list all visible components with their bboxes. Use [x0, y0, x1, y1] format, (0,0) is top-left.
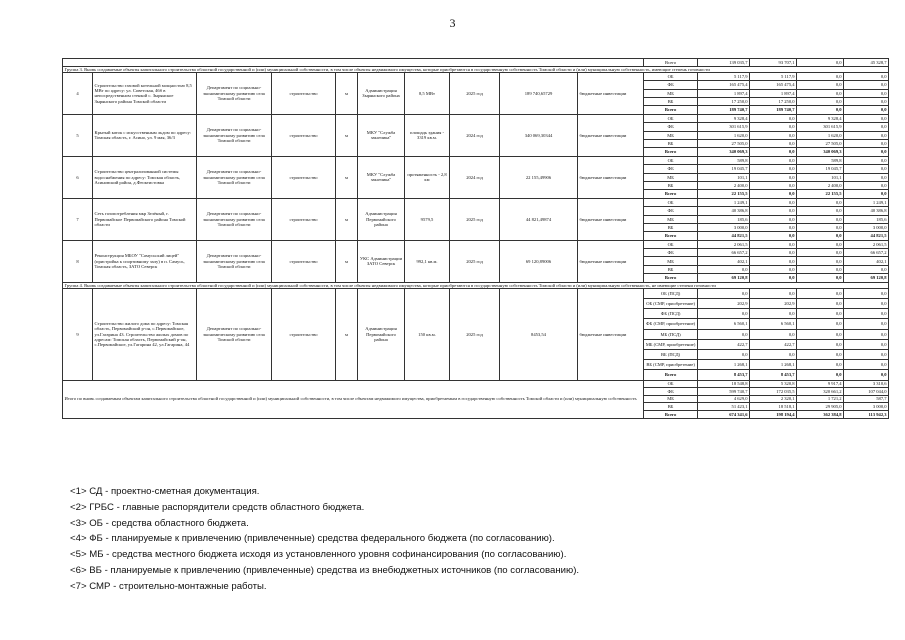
cell-source: ОБ [644, 240, 698, 248]
object-grbs: Департамент по социально-экономическому развитию села Томской области [197, 198, 272, 240]
cell-year-3: 185,6 [844, 215, 889, 223]
object-work-type: строительство [272, 114, 336, 156]
object-number: 7 [63, 198, 93, 240]
cell-year-3: 3 310,6 [844, 380, 889, 388]
object-cost: 189 740,65729 [500, 72, 578, 114]
cell-year-3: 402,1 [844, 257, 889, 265]
table-row [63, 240, 889, 248]
cell-source: МБ (ПСД) [644, 329, 698, 339]
cell-year-2: 19 045,7 [797, 165, 844, 173]
object-note: бюджетные инвестиции [578, 198, 644, 240]
cell-year-1: 0,0 [750, 257, 797, 265]
cell-year-1: 0,0 [750, 148, 797, 156]
object-customer: УКС Администрации ЗАТО Северск [358, 240, 405, 282]
cell-year-2: 320 661,2 [797, 388, 844, 396]
footnote-6: <6> ВБ - планируемые к привлечению (привлеченные) средства из внебюджетных источников (по согласованию). [70, 564, 580, 576]
cell-year-1: 189 740,7 [750, 106, 797, 114]
cell-year-3: 0,0 [844, 360, 889, 370]
cell-year-3: 0,0 [844, 319, 889, 329]
cell-year-1: 17 250,0 [750, 98, 797, 106]
cell-year-1: 0,0 [750, 140, 797, 148]
cell-source: МБ (СМР, приобретение) [644, 339, 698, 349]
cell-source: ФБ [644, 165, 698, 173]
cell-year-3: 69 120,8 [844, 274, 889, 282]
object-customer: Администрация Первомайского района [358, 198, 405, 240]
cell-total: 189 740,7 [698, 106, 750, 114]
cell-year-3: 0,0 [844, 265, 889, 273]
cell-year-1: 1 897,4 [750, 89, 797, 97]
cell-year-1: 0,0 [750, 223, 797, 231]
cell-total: 402,1 [698, 257, 750, 265]
object-unit: м [336, 198, 358, 240]
cell-year-1: 172 035,5 [750, 388, 797, 396]
cell-year-3: 0,0 [844, 72, 889, 80]
cell-year-3: 107 044,0 [844, 388, 889, 396]
cell-source: Всего [644, 232, 698, 240]
object-customer: МКУ "Служба заказчика" [358, 156, 405, 198]
object-number: 9 [63, 288, 93, 380]
object-name: Строительство централизованной системы водоснабжения по адресу: Томская область, Асиновский район, д.Феоктистовка [93, 156, 197, 198]
object-name: Реконструкция МБОУ "Самусьский лицей" (пристройка к спортивному залу) в п. Самусь, Томская область, ЗАТО Северск [93, 240, 197, 282]
cell-year-2: 0,0 [797, 106, 844, 114]
object-note: бюджетные инвестиции [578, 114, 644, 156]
cell-total: 18 548,8 [698, 380, 750, 388]
table-row-grand-total [63, 380, 889, 388]
cell-year-1: 0,0 [750, 329, 797, 339]
cell-year-3: 0,0 [844, 123, 889, 131]
cell-year-2: 22 155,5 [797, 190, 844, 198]
cell-year-2: 301 615,9 [797, 123, 844, 131]
cell-year-1: 93 707,1 [750, 59, 797, 67]
object-capacity: 992,1 кв.м. [405, 240, 450, 282]
cell-source: ОБ [644, 156, 698, 164]
cell-year-1: 0,0 [750, 350, 797, 360]
cell-year-3: 0,0 [844, 165, 889, 173]
cell-year-1: 5 117,9 [750, 72, 797, 80]
object-unit: м [336, 114, 358, 156]
cell-year-2: 0,0 [797, 89, 844, 97]
cell-source: ОБ (СМР, приобретение) [644, 299, 698, 309]
object-unit: м [336, 156, 358, 198]
cell-year-1: 0,0 [750, 156, 797, 164]
cell-year-3: 45 328,7 [844, 59, 889, 67]
cell-year-3: 0,0 [844, 288, 889, 298]
cell-year-1: 0,0 [750, 265, 797, 273]
cell-year-3: 0,0 [844, 173, 889, 181]
object-unit: м [336, 240, 358, 282]
object-customer: МКУ "Служба заказчика" [358, 114, 405, 156]
cell-year-2: 0,0 [797, 81, 844, 89]
cell-year-1: 0,0 [750, 249, 797, 257]
cell-total: 2 400,0 [698, 181, 750, 189]
cell-year-3: 0,0 [844, 370, 889, 380]
cell-year-2: 0,0 [797, 215, 844, 223]
cell-source: ВБ [644, 265, 698, 273]
cell-year-1: 0,0 [750, 240, 797, 248]
cell-total: 139 035,7 [698, 59, 750, 67]
cell-year-1: 165 475,4 [750, 81, 797, 89]
object-note: бюджетные инвестиции [578, 156, 644, 198]
cell-source: ФБ [644, 123, 698, 131]
cell-total: 1 897,4 [698, 89, 750, 97]
cell-total: 19 045,7 [698, 165, 750, 173]
object-number: 6 [63, 156, 93, 198]
cell-year-3: 2 061,5 [844, 240, 889, 248]
cell-year-1: 0,0 [750, 207, 797, 215]
cell-year-1: 0,0 [750, 190, 797, 198]
cell-year-1: 0,0 [750, 309, 797, 319]
cell-total: 3 000,0 [698, 223, 750, 231]
table-row [63, 198, 889, 206]
object-work-type: строительство [272, 156, 336, 198]
cell-source: ВБ (СМР, приобретение) [644, 360, 698, 370]
object-grbs: Департамент по социально-экономическому развитию села Томской области [197, 240, 272, 282]
cell-year-2: 2 400,0 [797, 181, 844, 189]
object-year: 2024 год [450, 156, 500, 198]
cell-source: МБ [644, 395, 698, 403]
cell-year-2: 0,0 [797, 265, 844, 273]
cell-total: 8 453,7 [698, 370, 750, 380]
cell-total: 2 061,5 [698, 240, 750, 248]
cell-year-2: 0,0 [797, 257, 844, 265]
cell-year-3: 0,0 [844, 114, 889, 122]
footnote-4: <4> ФБ - планируемые к привлечению (привлеченные) средства федерального бюджета (по согласованию). [70, 533, 555, 545]
cell-total: 69 120,8 [698, 274, 750, 282]
cell-year-2: 9 917,4 [797, 380, 844, 388]
cell-year-2: 101,1 [797, 173, 844, 181]
cell-total: 22 155,5 [698, 190, 750, 198]
cell-year-1: 0,0 [750, 274, 797, 282]
cell-year-1: 0,0 [750, 114, 797, 122]
cell-source: Всего [644, 148, 698, 156]
cell-source: МБ [644, 257, 698, 265]
cell-total: 4 629,0 [698, 395, 750, 403]
cell-year-2: 0,0 [797, 309, 844, 319]
cell-total: 1 268,1 [698, 360, 750, 370]
group-4-title: Группа 4. Вновь создаваемые объекты капитального строительства областной государственной и (или) муниципальной собственности, в том числе объекты недвижимого имущества, которые приобретаются в государственную собственность Томской области и (или) муниципальную собственность, не имеющие степени готовности [63, 282, 889, 288]
cell-year-1: 2 320,1 [750, 395, 797, 403]
object-cost: 22 155,49906 [500, 156, 578, 198]
cell-year-1: 0,0 [750, 215, 797, 223]
object-year: 2025 год [450, 240, 500, 282]
cell-year-2: 0,0 [797, 232, 844, 240]
grand-total-label: Итого по вновь создаваемым объектам капитального строительства областной государственной и (или) муниципальной собственности, в том числе объектам недвижимого имущества, приобретаемым в государственную собственность Томской области и (или) муниципальную собственность [63, 380, 644, 418]
cell-year-2: 362 384,8 [797, 410, 844, 418]
object-year: 2024 год [450, 114, 500, 156]
cell-year-3: 0,0 [844, 156, 889, 164]
cell-year-2: 9 328,4 [797, 114, 844, 122]
cell-total: 165 475,4 [698, 81, 750, 89]
cell-year-2: 1 620,0 [797, 131, 844, 139]
cell-source: Всего [644, 106, 698, 114]
cell-source: ВБ [644, 181, 698, 189]
cell-year-1: 1 268,1 [750, 360, 797, 370]
cell-year-2: 29 905,0 [797, 403, 844, 411]
cell-total: 599 740,7 [698, 388, 750, 396]
object-capacity: 8,5 МВт [405, 72, 450, 114]
cell-total: 6 560,1 [698, 319, 750, 329]
cell-year-3: 0,0 [844, 339, 889, 349]
cell-total: 27 505,0 [698, 140, 750, 148]
object-year: 2025 год [450, 72, 500, 114]
object-work-type: строительство [272, 198, 336, 240]
object-note: бюджетные инвестиции [578, 288, 644, 380]
cell-total: 1 620,0 [698, 131, 750, 139]
cell-source: МБ [644, 173, 698, 181]
cell-year-2: 0,0 [797, 240, 844, 248]
object-name: Строительство газовой котельной мощностью 8,5 МВт по адресу: ул. Советская, 46б в непосредственном стенкой с. Зырянское Зырянского района Томской области [93, 72, 197, 114]
object-number: 5 [63, 114, 93, 156]
object-customer: Администрация Зырянского района [358, 72, 405, 114]
cell-year-3: 3 000,0 [844, 223, 889, 231]
cell-year-1: 6 560,1 [750, 319, 797, 329]
cell-source: ОБ [644, 380, 698, 388]
object-cost: 44 821,49874 [500, 198, 578, 240]
cell-year-2: 0,0 [797, 98, 844, 106]
cell-total: 422,7 [698, 339, 750, 349]
cell-year-2: 589,8 [797, 156, 844, 164]
cell-year-2: 0,0 [797, 329, 844, 339]
cell-year-1: 0,0 [750, 173, 797, 181]
cell-year-3: 0,0 [844, 81, 889, 89]
object-unit: м [336, 288, 358, 380]
cell-source: ОБ [644, 198, 698, 206]
cell-year-3: 0,0 [844, 181, 889, 189]
cell-year-2: 27 505,0 [797, 140, 844, 148]
object-unit: м [336, 72, 358, 114]
object-year: 2025 год [450, 288, 500, 380]
cell-source: МБ [644, 215, 698, 223]
object-grbs: Департамент по социально-экономическому развитию села Томской области [197, 288, 272, 380]
cell-year-3: 0,0 [844, 329, 889, 339]
cell-source: Всего [644, 190, 698, 198]
cell-total: 66 657,2 [698, 249, 750, 257]
object-work-type: строительство [272, 240, 336, 282]
cell-total: 202,9 [698, 299, 750, 309]
investment-table [62, 58, 889, 419]
cell-year-3: 40 386,8 [844, 207, 889, 215]
cell-total: 40 386,8 [698, 207, 750, 215]
cell-year-1: 0,0 [750, 131, 797, 139]
cell-total: 44 821,5 [698, 232, 750, 240]
cell-year-3: 66 657,2 [844, 249, 889, 257]
cell-year-3: 0,0 [844, 140, 889, 148]
object-name: Сеть газопотребления мкр Зелёный, г. Первомайское Первомайского района Томской области [93, 198, 197, 240]
cell-total: 0,0 [698, 329, 750, 339]
cell-source: ВБ [644, 140, 698, 148]
cell-year-2: 0,0 [797, 198, 844, 206]
cell-year-2: 0,0 [797, 370, 844, 380]
cell-source: ОБ (ПСД) [644, 288, 698, 298]
cell-source: ФБ [644, 81, 698, 89]
object-grbs: Департамент по социально-экономическому развитию села Томской области [197, 114, 272, 156]
object-capacity: 150 кв.м. [405, 288, 450, 380]
investment-table-wrapper [62, 58, 888, 419]
cell-year-3: 0,0 [844, 148, 889, 156]
object-capacity: 9579,5 [405, 198, 450, 240]
cell-year-3: 0,0 [844, 131, 889, 139]
object-note: бюджетные инвестиции [578, 240, 644, 282]
cell-source: ФБ [644, 249, 698, 257]
cell-year-3: 113 942,3 [844, 410, 889, 418]
cell-year-2: 0,0 [797, 207, 844, 215]
cell-year-1: 0,0 [750, 123, 797, 131]
footnote-2: <2> ГРБС - главные распорядители средств областного бюджета. [70, 501, 365, 513]
object-cost: 340 069,30344 [500, 114, 578, 156]
cell-year-1: 0,0 [750, 288, 797, 298]
object-year: 2025 год [450, 198, 500, 240]
cell-source: Всего [644, 274, 698, 282]
object-note: бюджетные инвестиции [578, 72, 644, 114]
cell-year-1: 5 320,8 [750, 380, 797, 388]
footnote-7: <7> СМР - строительно-монтажные работы. [70, 580, 267, 592]
object-cost: 69 120,89006 [500, 240, 578, 282]
cell-source: Всего [644, 370, 698, 380]
group-3-title: Группа 3. Вновь создаваемые объекты капитального строительства областной государственной и (или) муниципальной собственности, в том числе объекты недвижимого имущества, которые приобретаются в государственную собственность Томской области и (или) муниципальную собственность, имеющие степень готовности [63, 66, 889, 72]
cell-total: 589,8 [698, 156, 750, 164]
cell-year-1: 0,0 [750, 181, 797, 189]
cell-year-2: 0,0 [797, 319, 844, 329]
cell-year-3: 0,0 [844, 98, 889, 106]
cell-source: ФБ (СМР, приобретение) [644, 319, 698, 329]
cell-total: 9 328,4 [698, 114, 750, 122]
cell-source: МБ [644, 89, 698, 97]
object-work-type: строительство [272, 72, 336, 114]
cell-total: 185,6 [698, 215, 750, 223]
cell-source: ВБ [644, 223, 698, 231]
cell-year-3: 44 821,5 [844, 232, 889, 240]
cell-source: ФБ (ПСД) [644, 309, 698, 319]
object-name: Крытый каток с искусственным льдом по адресу: Томская область, г. Асино, ул. 9 мая, 36/3 [93, 114, 197, 156]
cell-year-1: 202,9 [750, 299, 797, 309]
table-row [63, 72, 889, 80]
table-row-top-total [63, 59, 889, 67]
cell-year-2: 0,0 [797, 360, 844, 370]
footnote-1: <1> СД - проектно-сметная документация. [70, 486, 260, 497]
cell-year-1: 0,0 [750, 165, 797, 173]
cell-source: ФБ [644, 207, 698, 215]
cell-year-1: 8 453,7 [750, 370, 797, 380]
cell-source: ВБ (ПСД) [644, 350, 698, 360]
cell-year-3: 587,7 [844, 395, 889, 403]
footnote-5: <5> МБ - средства местного бюджета исходя из установленного уровня софинансирования (по согласованию). [70, 549, 567, 561]
cell-year-1: 422,7 [750, 339, 797, 349]
cell-source: ФБ [644, 388, 698, 396]
cell-source: ВБ [644, 403, 698, 411]
cell-year-3: 0,0 [844, 190, 889, 198]
cell-year-2: 0,0 [797, 274, 844, 282]
footnote-3: <3> ОБ - средства областного бюджета. [70, 517, 249, 529]
cell-year-2: 340 069,3 [797, 148, 844, 156]
cell-year-2: 0,0 [797, 339, 844, 349]
cell-year-2: 0,0 [797, 59, 844, 67]
cell-year-2: 0,0 [797, 72, 844, 80]
cell-year-3: 1 249,1 [844, 198, 889, 206]
cell-source: Всего [644, 410, 698, 418]
cell-total: 1 249,1 [698, 198, 750, 206]
footnotes [70, 484, 850, 595]
cell-year-1: 0,0 [750, 232, 797, 240]
table-row [63, 114, 889, 122]
cell-year-3: 0,0 [844, 350, 889, 360]
cell-year-2: 0,0 [797, 249, 844, 257]
cell-total: 301 615,9 [698, 123, 750, 131]
cell-source: ВБ [644, 98, 698, 106]
object-work-type: строительство [272, 288, 336, 380]
cell-total: 0,0 [698, 309, 750, 319]
object-customer: Администрация Первомайского района [358, 288, 405, 380]
cell-total: 17 250,0 [698, 98, 750, 106]
cell-source: ОБ [644, 114, 698, 122]
cell-year-2: 0,0 [797, 350, 844, 360]
cell-year-2: 0,0 [797, 288, 844, 298]
object-name: Строительство жилого дома по адресу: Томская область, Первомайский р-он, с.Первомайское, ул.Гагарина 43. Строительство жилых домов по адресам: Томская область, Первомайский р-он, с.Первомайское, ул.Гагарина 42, ул.Гагарина, 44 [93, 288, 197, 380]
object-capacity: протяженность - 2,8 км [405, 156, 450, 198]
object-number: 8 [63, 240, 93, 282]
cell-total: 0,0 [698, 288, 750, 298]
table-row [63, 156, 889, 164]
object-grbs: Департамент по социально-экономическому развитию села Томской области [197, 156, 272, 198]
object-capacity: площадь здания - 3319 кв.м. [405, 114, 450, 156]
cell-year-2: 0,0 [797, 299, 844, 309]
cell-year-1: 18 518,1 [750, 403, 797, 411]
cell-total: 101,1 [698, 173, 750, 181]
table-row [63, 288, 889, 298]
object-cost: 8453,54 [500, 288, 578, 380]
cell-year-3: 0,0 [844, 309, 889, 319]
cell-year-1: 0,0 [750, 198, 797, 206]
cell-total: 5 117,9 [698, 72, 750, 80]
cell-total: 340 069,3 [698, 148, 750, 156]
page-number: 3 [449, 16, 456, 30]
cell-source: МБ [644, 131, 698, 139]
cell-total: 0,0 [698, 265, 750, 273]
cell-year-2: 1 721,2 [797, 395, 844, 403]
cell-year-3: 0,0 [844, 299, 889, 309]
object-number: 4 [63, 72, 93, 114]
cell-year-3: 3 000,0 [844, 403, 889, 411]
cell-total: 674 341,6 [698, 410, 750, 418]
cell-source: Всего [644, 59, 698, 67]
table-body [63, 59, 889, 419]
cell-total: 0,0 [698, 350, 750, 360]
cell-year-3: 0,0 [844, 89, 889, 97]
cell-year-2: 0,0 [797, 223, 844, 231]
cell-year-3: 0,0 [844, 106, 889, 114]
cell-source: ОБ [644, 72, 698, 80]
cell-year-1: 198 194,4 [750, 410, 797, 418]
cell-total: 51 423,1 [698, 403, 750, 411]
object-grbs: Департамент по социально-экономическому развитию села Томской области [197, 72, 272, 114]
